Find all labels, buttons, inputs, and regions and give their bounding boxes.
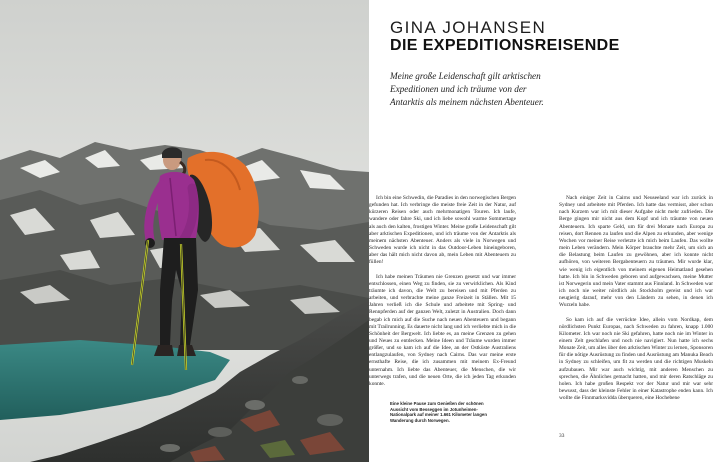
author-name: GINA JOHANSEN xyxy=(390,18,547,37)
paragraph: So kam ich auf die verrückte Idee, allein vom Nordkap, dem nördlichsten Punkt Europas, nach Schweden zu fahren, knapp 1.000 Kilometer. Ich war noch nie Ski gefahren, hatte noch nie im Winter in einem Zelt geschlafen und noch nie navigiert. Nun hatte ich sechs Monate Zeit, um alles über den arktischen Winter zu lernen, Sponsoren für die nötige Ausrüstung zu finden und Ausrüstung am Manuka Beach in Sydney zu schleifen, um fit zu werden und die richtigen Muskeln aufzubauen. Mir war auch wichtig, mit anderen Menschen zu sprechen, die Ähnliches gemacht hatten, und mir deren Ratschläge zu holen. Ich habe großen Respekt vor der Natur und mir war sehr bewusst, dass der kleinste Fehler in einer Katastrophe enden kann. Ich wollte die Finnmarksvidda überqueren, eine Hochebene xyxy=(559,316,713,402)
paragraph: Nach einiger Zeit in Cairns und Neuseeland war ich zurück in Sydney und arbeitete mit Pferden. Ich hatte das vermisst, aber schon nach Kurzem war ich mit dieser Aufgabe nicht mehr zufrieden. Die Berge gingen mir nicht aus dem Kopf und ich träumte von neuen Abenteuern. Ich sparte Geld, um für drei Monate nach Europa zu reisen, dort Rennen zu laufen und die Alpen zu erkunden, aber wenige Wochen vor meiner Reise verletzte ich mich beim Laufen. Das wollte mein Leben verändern. Mein Körper brauchte mehr Zeit, um sich an die Belastung beim Laufen zu gewöhnen, aber ich konnte nicht aufhören, von weiteren Bergabenteuern zu träumen. Mir wurde klar, wie wenig ich eigentlich von meinem eigenen Heimatland gesehen hatte. Ich bin in Schweden geboren und aufgewachsen, meine Mutter ist Norwegerin und mein Vater stammt aus Finnland. In Schweden war ich noch nie weiter nördlich als Stockholm gereist und ich war neugierig darauf, mehr von den Ländern zu sehen, in denen ich Wurzeln habe. xyxy=(559,195,713,309)
paragraph: Ich habe meinen Träumen nie Grenzen gesetzt und war immer entschlossen, einen Weg zu finden, sie zu verwirklichen. Als Kind träumte ich davon, die Welt zu bereisen und mit Pferden zu arbeiten, und verbrachte meine ganze Freizeit in Ställen. Mit 15 Jahren verließ ich die Schule und arbeitete mit Spring- und Rennpferden auf der ganzen Welt, zuletzt in Australien. Doch dann begab ich mich auf die Suche nach neuen Abenteuern und begann mit Trailrunning. Es dauerte nicht lang und ich verliebte mich in die Schönheit der Bergwelt. Ich liebte es, an meine Grenzen zu gehen und Neues zu entdecken. Meine Ideen und Träume wurden immer größer, und so kam ich auf die Idee, an der Ostküste Australiens entlangzulaufen, von Sydney nach Cairns. Das war meine erste ernsthafte Reise, die ich zusammen mit meinem Ex-Freund unternahm. Ich liebte das Abenteuer, die Menschen, die wir unterwegs trafen, und die neuen Orte, die ich jeden Tag erkunden konnte. xyxy=(369,273,516,387)
text-column-right xyxy=(559,195,713,409)
page-number: 33 xyxy=(559,433,565,439)
text-column-left xyxy=(369,195,516,395)
paragraph: Ich bin eine Schwedin, die Paradies in den norwegischen Bergen gefunden hat. Ich verbringe die meiste freie Zeit in der Natur, auf kürzeren Reisen oder auch mehrmonatigen Touren. Ich laufe, wandere oder fahre Ski, und ich liebe sowohl warme Sommertage als auch den kalten, frostigen Winter. Meine große Leidenschaft gilt aber arktischen Expeditionen, und ich träume von der Antarktis als meinem nächsten Abenteuer. Anders als viele in Norwegen und Schweden wurde ich nicht in das Outdoor-Leben hineingeboren, aber das hält mich nicht davon ab, mein Leben mit Abenteuern zu füllen! xyxy=(369,195,516,266)
text-page xyxy=(369,0,720,462)
chapter-title: DIE EXPEDITIONSREISENDE xyxy=(390,37,620,54)
photo-caption: Eine kleine Pause zum Genießen der schönen Aussicht vom Besseggen im Jotunheimen-Nationalpark auf meiner 1.661 Kilometer langen Wanderung durch Norwegen. xyxy=(390,401,487,423)
intro-quote: Meine große Leidenschaft gilt arktischen Expeditionen und ich träume von der Antarktis als meinem nächsten Abenteuer. xyxy=(390,71,544,107)
